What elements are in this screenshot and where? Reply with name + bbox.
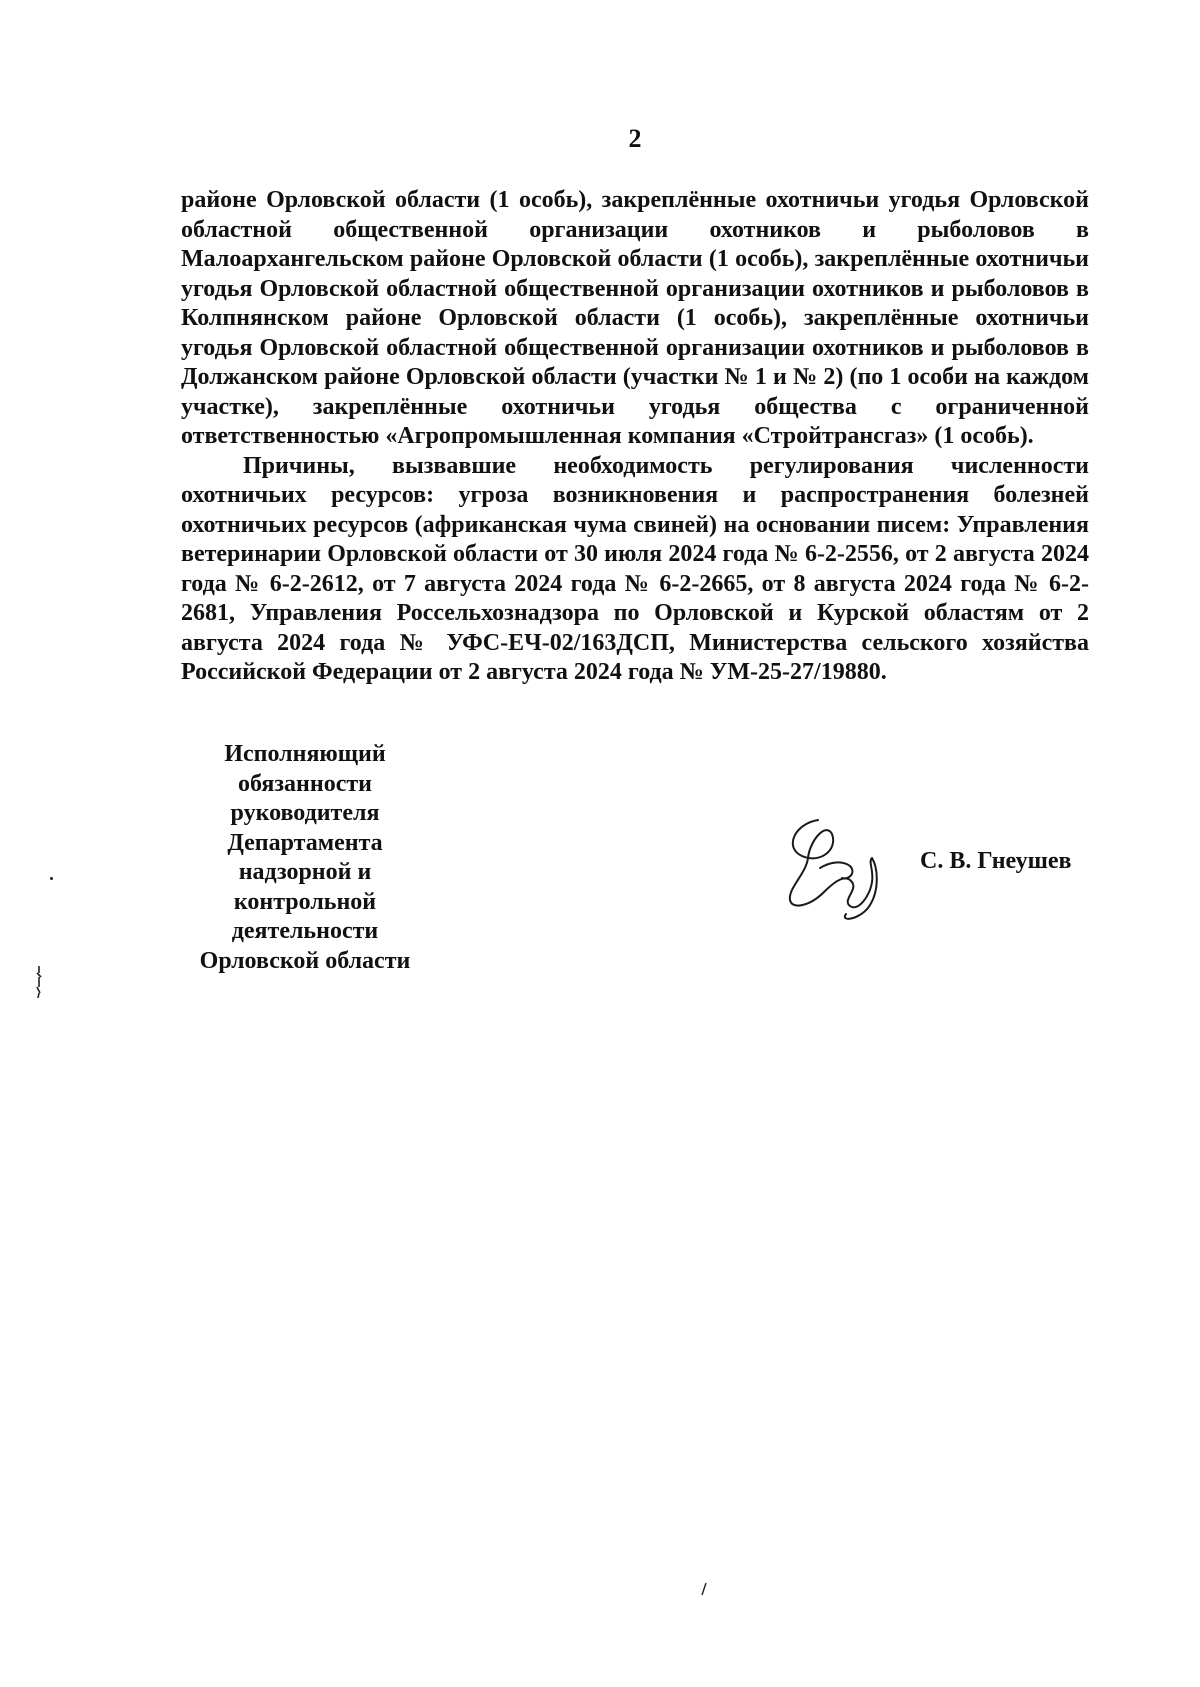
position-line: обязанности <box>238 770 372 797</box>
position-line: Исполняющий <box>224 741 386 767</box>
scan-speck <box>50 877 53 880</box>
body-paragraph-continuation: районе Орловской области (1 особь), закреплённые охотничьи угодья Орловской областной общественной организации охотников и рыболовов в Малоархангельском районе Орловской области (1 особь), закреплённые охотничьи угодья Орловской областной общественной организации охотников и рыболовов в Колпнянском районе Орловской области (1 особь), закреплённые охотничьи угодья Орловской областной общественной организации охотников и рыболовов в Должанском районе Орловской области (участки № 1 и № 2) (по 1 особи на каждом участке), закреплённые охотничьи угодья общества с ограниченной ответственностью «Агропромышленная компания «Стройтрансгаз» (1 особь). <box>181 187 1089 449</box>
body-paragraph-reasons: Причины, вызвавшие необходимость регулирования численности охотничьих ресурсов: угроза возникновения и распространения болезней охотничьих ресурсов (африканская чума свиней) на основании писем: Управления ветеринарии Орловской области от 30 июля 2024 года № 6-2-2556, от 2 августа 2024 года № 6-2-2612, от 7 августа 2024 года № 6-2-2665, от 8 августа 2024 года № 6-2-2681, Управления Россельхознадзора по Орловской и Курской областям от 2 августа 2024 года № УФС-ЕЧ-02/163ДСП, Министерства сельского хозяйства Российской Федерации от 2 августа 2024 года № УМ-25-27/19880. <box>181 452 1089 685</box>
page-number: 2 <box>628 124 642 153</box>
signatory-name: С. В. Гнеушев <box>920 848 1072 874</box>
position-line: руководителя <box>230 800 380 826</box>
position-line: Орловской области <box>199 947 411 974</box>
scan-speck <box>700 1582 708 1596</box>
signatory-position <box>185 740 425 976</box>
position-line: Департамента <box>227 829 383 856</box>
scan-speck <box>34 965 44 999</box>
handwritten-signature <box>780 810 900 925</box>
position-line: деятельности <box>231 918 379 944</box>
document-body <box>181 186 1089 688</box>
position-line: контрольной <box>233 888 377 915</box>
position-line: надзорной и <box>238 859 372 885</box>
